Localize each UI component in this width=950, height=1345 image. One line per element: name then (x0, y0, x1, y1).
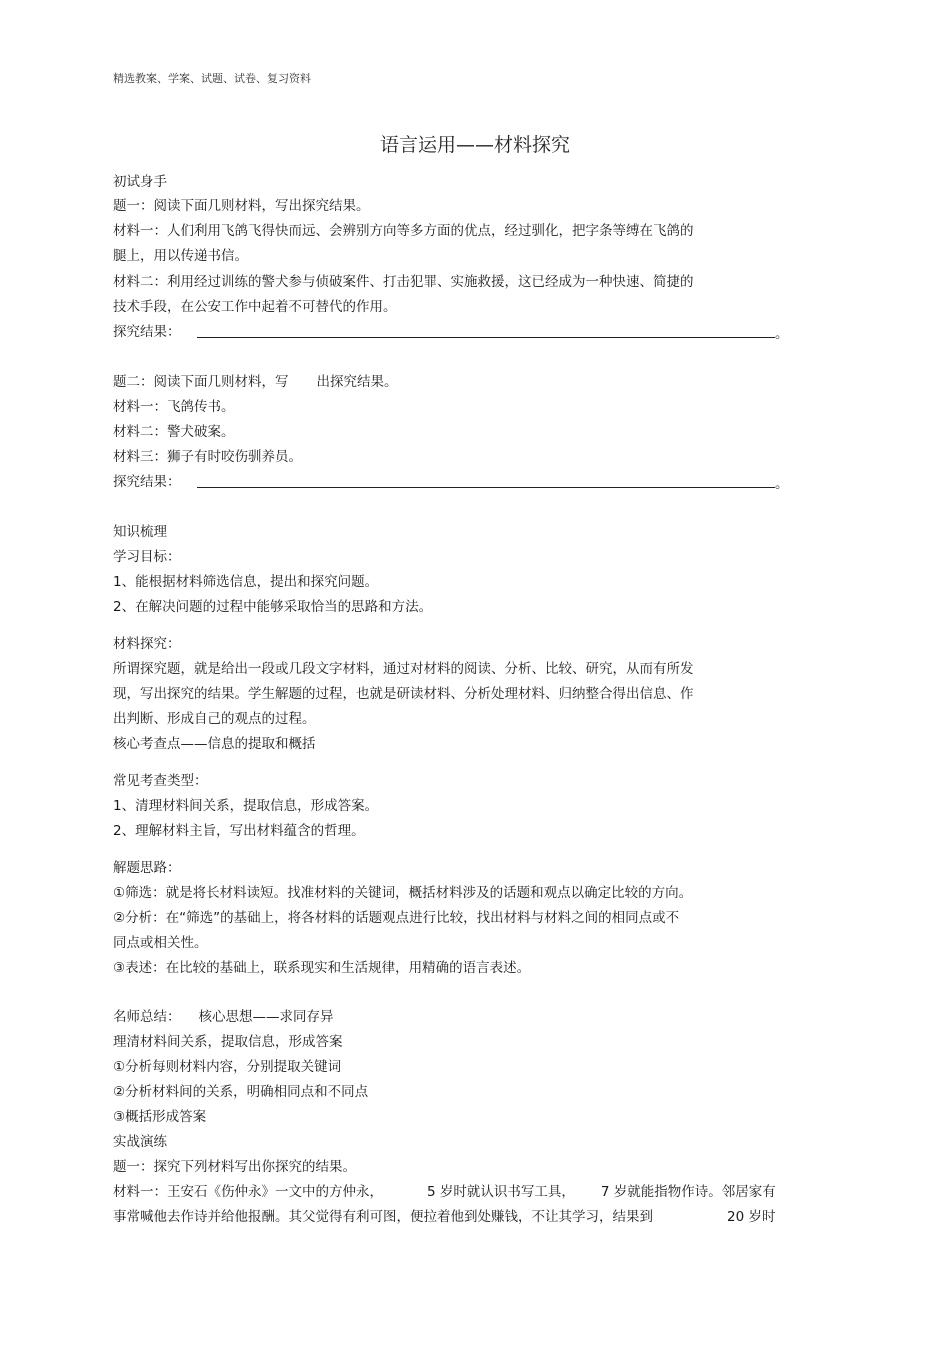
q1-result-label: 探究结果： (113, 324, 181, 340)
page-header: 精选教案、学案、试题、试卷、复习资料 (113, 72, 311, 85)
practice-m1-part-1: 材料一：王安石《伤仲永》一文中的方仲永， (113, 1184, 383, 1200)
method-step-2-line-2: 同点或相关性。 (113, 935, 208, 951)
types-label: 常见考查类型： (113, 773, 208, 789)
explore-paragraph-line-1: 所谓探究题，就是给出一段或几段文字材料，通过对材料的阅读、分析、比较、研究，从而有所发 (113, 661, 694, 677)
q2-result-label: 探究结果： (113, 474, 181, 490)
type-2: 2、理解材料主旨，写出材料蕴含的哲理。 (113, 823, 365, 839)
q2-prompt (113, 370, 398, 390)
goals-label: 学习目标： (113, 549, 181, 565)
q1-material-2-line-2: 技术手段，在公安工作中起着不可替代的作用。 (113, 299, 397, 315)
summary-line-3: ②分析材料间的关系，明确相同点和不同点 (113, 1084, 369, 1100)
type-1: 1、清理材料间关系，提取信息，形成答案。 (113, 798, 379, 814)
practice-prompt: 题一：探究下列材料写出你探究的结果。 (113, 1159, 356, 1175)
explore-label: 材料探究： (113, 636, 181, 652)
q2-prompt-part-1: 题二：阅读下面几则材料，写 (113, 374, 289, 390)
summary-label: 名师总结： (113, 1009, 181, 1025)
q1-result-period: 。 (775, 326, 789, 342)
core-point: 核心考查点——信息的提取和概括 (113, 736, 316, 752)
goal-1: 1、能根据材料筛选信息，提出和探究问题。 (113, 574, 379, 590)
practice-m1-part-4: 事常喊他去作诗并给他报酬。其父觉得有利可图，便拉着他到处赚钱，不让其学习，结果到 (113, 1209, 653, 1225)
practice-m1-part-5: 20 岁时 (727, 1209, 776, 1225)
method-step-1: ①筛选：就是将长材料读短。找准材料的关键词，概括材料涉及的话题和观点以确定比较的方向。 (113, 885, 693, 901)
summary-line-2: ①分析每则材料内容，分别提取关键词 (113, 1059, 342, 1075)
q2-prompt-part-2: 出探究结果。 (316, 374, 398, 390)
summary-line-1: 理清材料间关系，提取信息，形成答案 (113, 1034, 343, 1050)
q1-material-1-line-1: 材料一：人们利用飞鸽飞得快而远、会辨别方向等多方面的优点，经过驯化，把字条等缚在飞鸽的 (113, 223, 694, 239)
q2-result-period: 。 (775, 476, 789, 492)
method-step-2-line-1: ②分析：在“筛选”的基础上，将各材料的话题观点进行比较，找出材料与材料之间的相同点或不 (113, 910, 680, 926)
summary-line-4: ③概括形成答案 (113, 1109, 207, 1125)
summary-core: 核心思想——求同存异 (198, 1009, 334, 1025)
section-heading-knowledge: 知识梳理 (113, 524, 167, 540)
explore-paragraph-line-3: 出判断、形成自己的观点的过程。 (113, 711, 316, 727)
section-heading-warmup: 初试身手 (113, 174, 167, 190)
method-label: 解题思路： (113, 860, 181, 876)
practice-material-1-line-1 (113, 1180, 776, 1200)
q2-material-1: 材料一：飞鸽传书。 (113, 399, 235, 415)
practice-m1-part-3: 7 岁就能指物作诗。邻居家有 (600, 1184, 776, 1200)
q1-prompt: 题一：阅读下面几则材料，写出探究结果。 (113, 198, 370, 214)
q1-result-answer-line[interactable] (197, 337, 775, 338)
method-step-3: ③表述：在比较的基础上，联系现实和生活规律，用精确的语言表述。 (113, 960, 531, 976)
explore-paragraph-line-2: 现，写出探究的结果。学生解题的过程，也就是研读材料、分析处理材料、归纳整合得出信息、作 (113, 686, 694, 702)
summary-heading (113, 1005, 334, 1025)
section-heading-practice: 实战演练 (113, 1134, 167, 1150)
practice-m1-part-2: 5 岁时就认识书写工具， (427, 1184, 575, 1200)
document-title: 语言运用——材料探究 (379, 134, 570, 156)
goal-2: 2、在解决问题的过程中能够采取恰当的思路和方法。 (113, 599, 433, 615)
q2-material-2: 材料二：警犬破案。 (113, 424, 235, 440)
q1-material-2-line-1: 材料二：利用经过训练的警犬参与侦破案件、打击犯罪、实施救援，这已经成为一种快速、简捷的 (113, 274, 694, 290)
q1-material-1-line-2: 腿上，用以传递书信。 (113, 248, 248, 264)
practice-material-1-line-2 (113, 1205, 775, 1225)
q2-result-answer-line[interactable] (197, 487, 775, 488)
q2-material-3: 材料三：狮子有时咬伤驯养员。 (113, 449, 302, 465)
